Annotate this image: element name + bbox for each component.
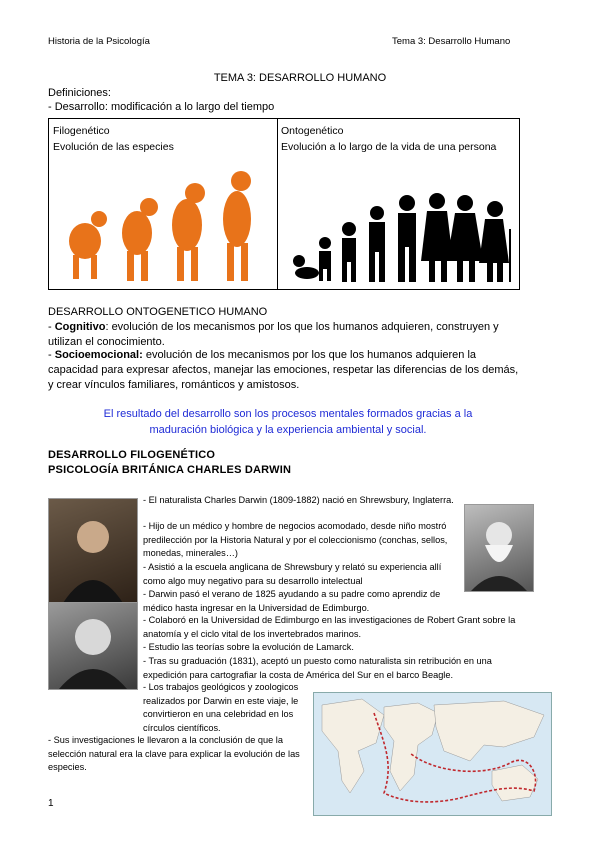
phylo-heading: DESARROLLO FILOGENÉTICO xyxy=(48,449,216,461)
bio-item-4: - Darwin pasó el verano de 1825 ayudando a su padre como aprendiz de médico hasta ingresar en la Universidad de Edimburgo. xyxy=(143,589,441,613)
definitions-line: - Desarrollo: modificación a lo largo del tiempo xyxy=(48,101,275,113)
darwin-heading: PSICOLOGÍA BRITÁNICA CHARLES DARWIN xyxy=(48,464,292,476)
page-title: TEMA 3: DESARROLLO HUMANO xyxy=(213,72,387,84)
socio-label: Socioemocional: xyxy=(54,349,143,361)
darwin-young-portrait xyxy=(48,498,138,604)
beagle-voyage-map xyxy=(313,692,552,816)
bio-item-7: - Tras su graduación (1831), aceptó un puesto como naturalista sin retribución en una expedición para cartografiar la costa de América del Sur en el barco Beagle. xyxy=(143,656,492,680)
socio-text: evolución de los mecanismos por los que los humanos adquieren la capacidad para expresar afectos, manejar las emociones, respetar las diferencias de los demás, y crear vínculos familiares, románticos y amistosos. xyxy=(48,349,519,391)
result-statement: El resultado del desarrollo son los procesos mentales formados gracias a la maduración biológica y la experiencia ambiental y social. xyxy=(103,408,473,436)
evolution-illustration xyxy=(57,159,273,287)
bio-item-8 xyxy=(48,681,310,735)
header-left: Historia de la Psicología xyxy=(48,36,150,47)
phylo-cell-title: Filogenético xyxy=(53,125,110,137)
onto-cell-desc: Evolución a lo largo de la vida de una persona xyxy=(281,141,497,153)
bio-item-1: - El naturalista Charles Darwin (1809-1882) nació en Shrewsbury, Inglaterra. xyxy=(143,495,454,505)
header-right: Tema 3: Desarrollo Humano xyxy=(392,36,511,47)
cognitive-paragraph: - Cognitivo: evolución de los mecanismos por los que los humanos adquieren, construyen y utilizan el conocimiento. xyxy=(48,321,499,348)
bio-item-9: - Sus investigaciones le llevaron a la conclusión de que la selección natural era la clave para explicar la evolución de las especies. xyxy=(48,735,300,773)
onto-cell-title: Ontogenético xyxy=(281,125,344,137)
definitions-heading: Definiciones: xyxy=(48,87,111,99)
socio-paragraph: - Socioemocional: evolución de los mecanismos por los que los humanos adquieren la capacidad para expresar afectos, manejar las emociones, respetar las diferencias de los demás, y crear vínculos familiares, románticos y amistosos. xyxy=(48,349,519,391)
bio-item-8-text: - Los trabajos geológicos y zoologicos realizados por Darwin en este viaje, le convirtieron en una celebridad en los círculos científicos. xyxy=(143,682,299,733)
bio-item-6: - Estudio las teorías sobre la evolución de Lamarck. xyxy=(143,642,354,652)
bio-item-3: - Asistió a la escuela anglicana de Shrewsbury y relató su experiencia allí como algo muy negativo para su desarrollo intelectual xyxy=(143,562,442,586)
onto-heading: DESARROLLO ONTOGENETICO HUMANO xyxy=(48,306,268,318)
darwin-middle-portrait xyxy=(48,602,138,690)
bio-item-2: - Hijo de un médico y hombre de negocios acomodado, desde niño mostró predilección por la Historia Natural y por el coleccionismo (conchas, sellos, monedas, minerales…) xyxy=(143,521,448,559)
phylo-cell-desc: Evolución de las especies xyxy=(53,141,174,153)
bio-item-5: - Colaboró en la Universidad de Edimburgo en las investigaciones de Robert Grant sobre la anatomía y el ciclo vital de los invertebrados marinos. xyxy=(143,615,516,639)
page-number: 1 xyxy=(48,798,54,809)
comparison-table xyxy=(48,118,520,290)
life-stages-illustration xyxy=(285,169,517,287)
cognitive-text: : evolución de los mecanismos por los que los humanos adquieren, construyen y utilizan el conocimiento. xyxy=(48,321,499,348)
cognitive-label: Cognitivo xyxy=(54,321,106,333)
darwin-old-portrait xyxy=(464,504,534,592)
